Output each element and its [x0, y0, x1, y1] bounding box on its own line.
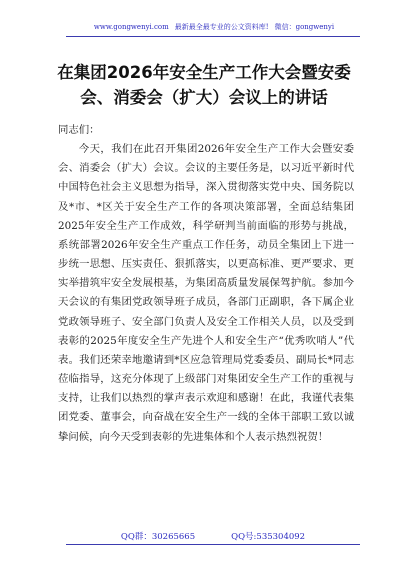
- header-wechat: 微信：gongwenyi: [274, 23, 335, 31]
- document-title: 在集团2026年安全生产工作大会暨安委会、消委会（扩大）会议上的讲话: [57, 63, 351, 107]
- header-divider: [66, 36, 360, 37]
- footer-qq-number: QQ号:535304092: [231, 532, 306, 542]
- body-paragraph: 今天，我们在此召开集团2026年安全生产工作大会暨安委会、消委会（扩大）会议。会议的主要任务是，以习近平新时代中国特色社会主义思想为指导，深入贯彻落实党中央、国务院以及*市、*区关于安全生产工作的各项决策部署，全面总结集团2025年安全生产工作成效，科学研判当前面临的形势与挑战，系统部署2026年安全生产重点工作任务，动员全集团上下进一步统一思想、压实责任、狠抓落实，以更高标准、更严要求、更实举措筑牢安全发展根基，为集团高质量发展保驾护航。参加今天会议的有集团党政领导班子成员，各部门正副职，各下属企业党政领导班子、安全部门负责人及安全工作相关人员，以及受到表彰的2025年度安全生产先进个人和安全生产“优秀吹哨人”代表。我们还荣幸地邀请到*区应急管理局党委委员、副局长*同志莅临指导，这充分体现了上级部门对集团安全生产工作的重视与支持，让我们以热烈的掌声表示欢迎和感谢！在此，我谨代表集团党委、董事会，向奋战在安全生产一线的全体干部职工致以诚挚问候，向今天受到表彰的先进集体和个人表示热烈祝贺！: [58, 143, 354, 443]
- document-body: [58, 121, 354, 447]
- footer-divider: [66, 544, 360, 545]
- header-slogan: 最新最全最专业的公文资料库!: [174, 23, 269, 31]
- header-site-link[interactable]: www.gongwenyi.com: [93, 23, 169, 31]
- salutation: 同志们：: [58, 124, 100, 136]
- footer-qq-group: QQ群：30265665: [120, 532, 196, 542]
- page-footer: [66, 532, 360, 542]
- page-header: [68, 23, 360, 32]
